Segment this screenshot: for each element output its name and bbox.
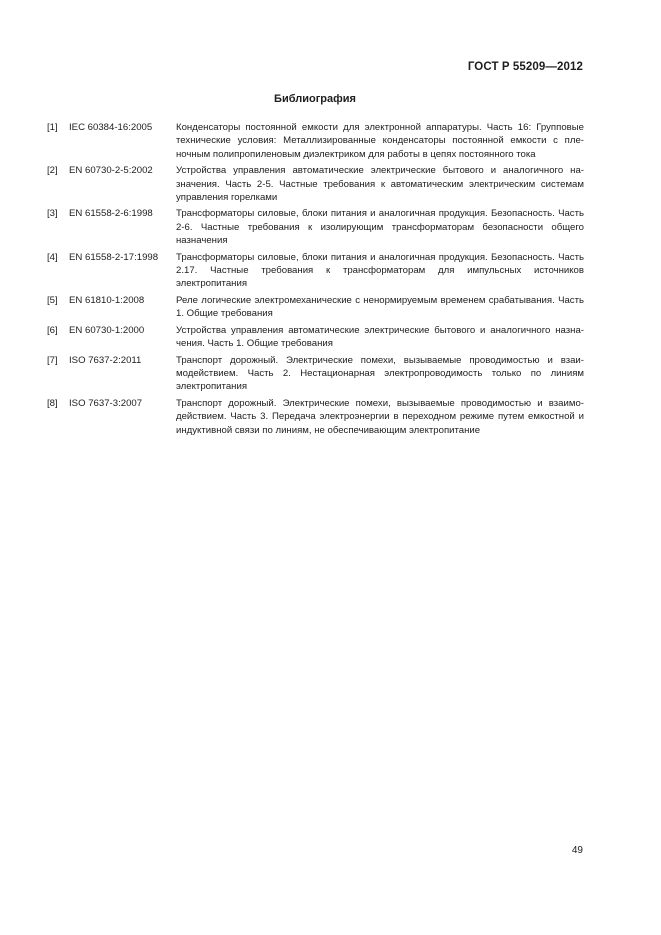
bibliography-entry	[47, 397, 584, 437]
entry-standard: IEC 60384-16:2005	[69, 122, 153, 133]
entry-title: Устройства управления автоматические электрические бытового и аналогичного назначения. Часть 2-5. Частные требования к автоматическим электрическим системам управления горелками	[176, 165, 584, 204]
entry-title: Трансформаторы силовые, блоки питания и аналогичная продукция. Безопасность. Часть 2-6. Частные требования к изолирующим трансформаторам безопасности общего назначения	[176, 208, 584, 247]
bibliography-entry	[47, 354, 584, 394]
bibliography-entry	[47, 251, 584, 291]
bibliography-entry	[47, 207, 584, 247]
bibliography-list	[47, 121, 584, 440]
entry-standard: ISO 7637-3:2007	[69, 397, 143, 409]
entry-title: Устройства управления автоматические электрические бытового и аналогичного назначения. Часть 1. Общие требования	[176, 324, 584, 350]
page-header-standard: ГОСТ Р 55209—2012	[467, 61, 583, 73]
entry-number: [5]	[47, 294, 58, 306]
entry-number: [7]	[47, 354, 58, 366]
bibliography-entry	[47, 294, 584, 321]
entry-number: [6]	[47, 324, 58, 336]
entry-standard: EN 60730-2-5:2002	[69, 165, 153, 177]
entry-title: Транспорт дорожный. Электрические помехи, вызываемые проводимостью и взаимодействием. Часть 3. Передача электроэнергии в переходном режиме путем емкостной и индуктивной связи по линиям, не обеспечивающим электропитание	[176, 397, 584, 436]
entry-number: [1]	[47, 122, 58, 133]
entry-standard: EN 61558-2-17:1998	[69, 251, 159, 263]
entry-number: [8]	[47, 397, 58, 409]
entry-standard: ISO 7637-2:2011	[69, 354, 142, 366]
entry-number: [2]	[47, 165, 58, 177]
entry-number: [4]	[47, 251, 58, 263]
entry-title: Конденсаторы постоянной емкости для электронной аппаратуры. Часть 16: Групповые технические условия: Металлизированные конденсаторы постоянной емкости с пленочным полипропиленовым диэлектриком для работы в цепях постоянного тока	[176, 122, 584, 160]
entry-number: [3]	[47, 208, 58, 220]
bibliography-entry	[47, 324, 584, 351]
entry-standard: EN 61810-1:2008	[69, 294, 145, 306]
entry-standard: EN 61558-2-6:1998	[69, 208, 153, 220]
entry-standard: EN 60730-1:2000	[69, 324, 145, 336]
entry-title: Реле логические электромеханические с ненормируемым временем срабатывания. Часть 1. Общие требования	[176, 294, 584, 320]
bibliography-entry	[47, 164, 584, 204]
entry-title: Транспорт дорожный. Электрические помехи, вызываемые проводимостью и взаимодействием. Часть 2. Нестационарная электропроводимость только по линиям электропитания	[176, 354, 584, 393]
bibliography-entry	[47, 121, 584, 161]
page-title: Библиография	[274, 93, 356, 105]
page-number: 49	[571, 845, 583, 856]
entry-title: Трансформаторы силовые, блоки питания и аналогичная продукция. Безопасность. Часть 2.17. Частные требования к трансформаторам для импульсных источников электропитания	[176, 251, 584, 290]
